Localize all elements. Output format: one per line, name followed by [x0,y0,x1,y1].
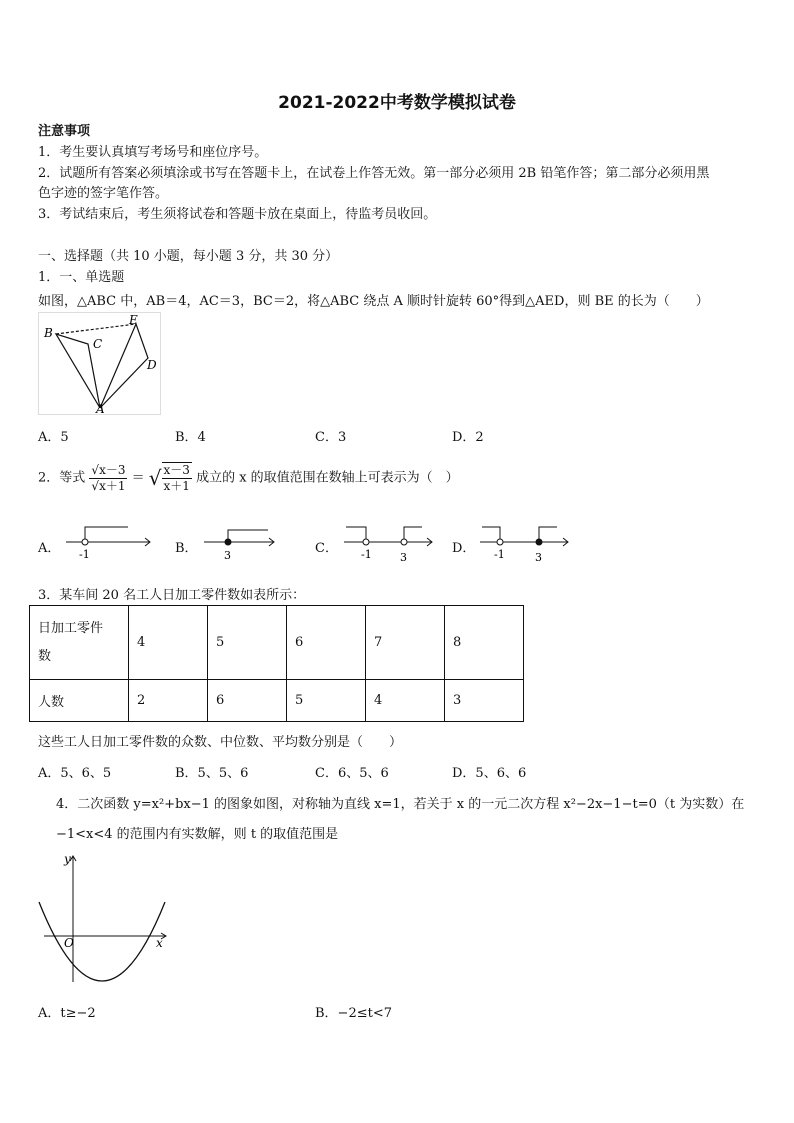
q3-row1-head-a: 日加工零件 [38,620,104,636]
q2-option-d[interactable]: D． [452,541,476,556]
q2-fraction-left [89,463,127,494]
q3-row1-head-b: 数 [38,648,52,664]
table-cell-header: 人数 [30,680,129,722]
table-cell: 4 [129,606,208,680]
q2-d-label-2: 3 [535,551,542,562]
table-cell: 5 [208,606,287,680]
q2-c-label-1: -1 [361,548,372,561]
q2-fraction-right-den: x＋1 [163,479,190,493]
q2-sqrt-icon: √ [148,466,162,490]
y-axis-label: y [64,852,71,866]
table-cell: 7 [366,606,445,680]
q2-numberline-c [342,522,438,562]
table-cell: 5 [287,680,366,722]
q2-c-label-2: 3 [400,551,407,562]
q1-option-b[interactable]: B．4 [175,430,206,445]
q2-prefix: 2．等式 [38,470,86,486]
table-cell: 3 [445,680,524,722]
q2-stem [38,462,459,494]
parabola-curve [39,902,165,981]
q2-b-label: 3 [224,549,231,562]
table-row [30,680,524,722]
label-d: D [147,358,157,372]
triangle-aed [100,324,148,408]
q4-line-1: 4．二次函数 y=x²+bx−1 的图象如图，对称轴为直线 x=1，若关于 x 的一元二次方程 x²−2x−1−t=0（t 为实数）在 [56,797,745,812]
q4-option-b[interactable]: B．−2≤t<7 [315,1006,392,1021]
q2-fraction-left-den: √x＋1 [91,478,126,493]
q3-option-a[interactable]: A．5、6、5 [38,766,112,781]
origin-label: O [64,936,74,950]
q2-option-c[interactable]: C． [315,541,338,556]
q1-option-d[interactable]: D．2 [452,430,484,445]
q1-option-c[interactable]: C．3 [315,430,347,445]
q3-question: 这些工人日加工零件数的众数、中位数、平均数分别是（ ） [38,735,403,750]
q3-stem: 3．某车间 20 名工人日加工零件数如表所示： [38,588,306,603]
table-cell: 6 [208,680,287,722]
label-b: B [44,326,53,340]
q3-table [29,605,524,722]
table-cell: 8 [445,606,524,680]
x-axis-label: x [156,936,163,950]
q3-option-c[interactable]: C．6、5、6 [315,766,389,781]
q2-numberline-d [478,522,574,562]
q2-fraction-left-num: √x－3 [91,462,126,477]
q3-option-d[interactable]: D．5、6、6 [452,766,527,781]
table-cell: 2 [129,680,208,722]
q2-option-b[interactable]: B． [175,541,198,556]
table-cell-header [30,606,129,680]
q1-stem: 如图，△ABC 中，AB＝4，AC＝3，BC＝2，将△ABC 绕点 A 顺时针旋转 60°得到△AED，则 BE 的长为（ ） [38,294,709,309]
label-e: E [129,313,138,327]
notice-heading: 注意事项 [38,124,91,139]
q3-option-b[interactable]: B．5、5、6 [175,766,249,781]
q2-equals: ＝ [131,470,145,486]
table-cell: 6 [287,606,366,680]
q2-d-label-1: -1 [494,548,505,561]
label-a: A [96,402,105,416]
notice-item-2b: 色字迹的签字笔作答。 [38,186,169,201]
notice-item-1: 1．考生要认真填写考场号和座位序号。 [38,145,268,160]
section-heading: 一、选择题（共 10 小题，每小题 3 分，共 30 分） [38,249,339,264]
q2-fraction-right [162,462,192,494]
q2-suffix: 成立的 x 的取值范围在数轴上可表示为（ ） [196,470,459,486]
notice-item-2a: 2．试题所有答案必须填涂或书写在答题卡上，在试卷上作答无效。第一部分必须用 2B 铅笔作答；第二部分必须用黑 [38,166,710,181]
table-row [30,606,524,680]
page-title: 2021-2022中考数学模拟试卷 [278,93,516,113]
table-cell: 4 [366,680,445,722]
q1-option-a[interactable]: A．5 [38,430,69,445]
q2-numberline-a [62,522,158,562]
notice-item-3: 3．考试结束后，考生须将试卷和答题卡放在桌面上，待监考员收回。 [38,207,437,222]
q2-numberline-b [200,522,280,562]
q2-option-a[interactable]: A． [38,541,61,556]
label-c: C [93,337,103,351]
q2-a-label: -1 [79,548,90,561]
q4-option-a[interactable]: A．t≥−2 [38,1006,96,1021]
q4-parabola-figure [34,848,174,988]
q1-type: 1．一、单选题 [38,270,125,285]
q1-triangle-figure [38,312,162,416]
q2-fraction-right-num: x－3 [163,463,190,477]
q4-line-2: −1<x<4 的范围内有实数解，则 t 的取值范围是 [56,827,339,842]
segment-be [56,324,136,334]
